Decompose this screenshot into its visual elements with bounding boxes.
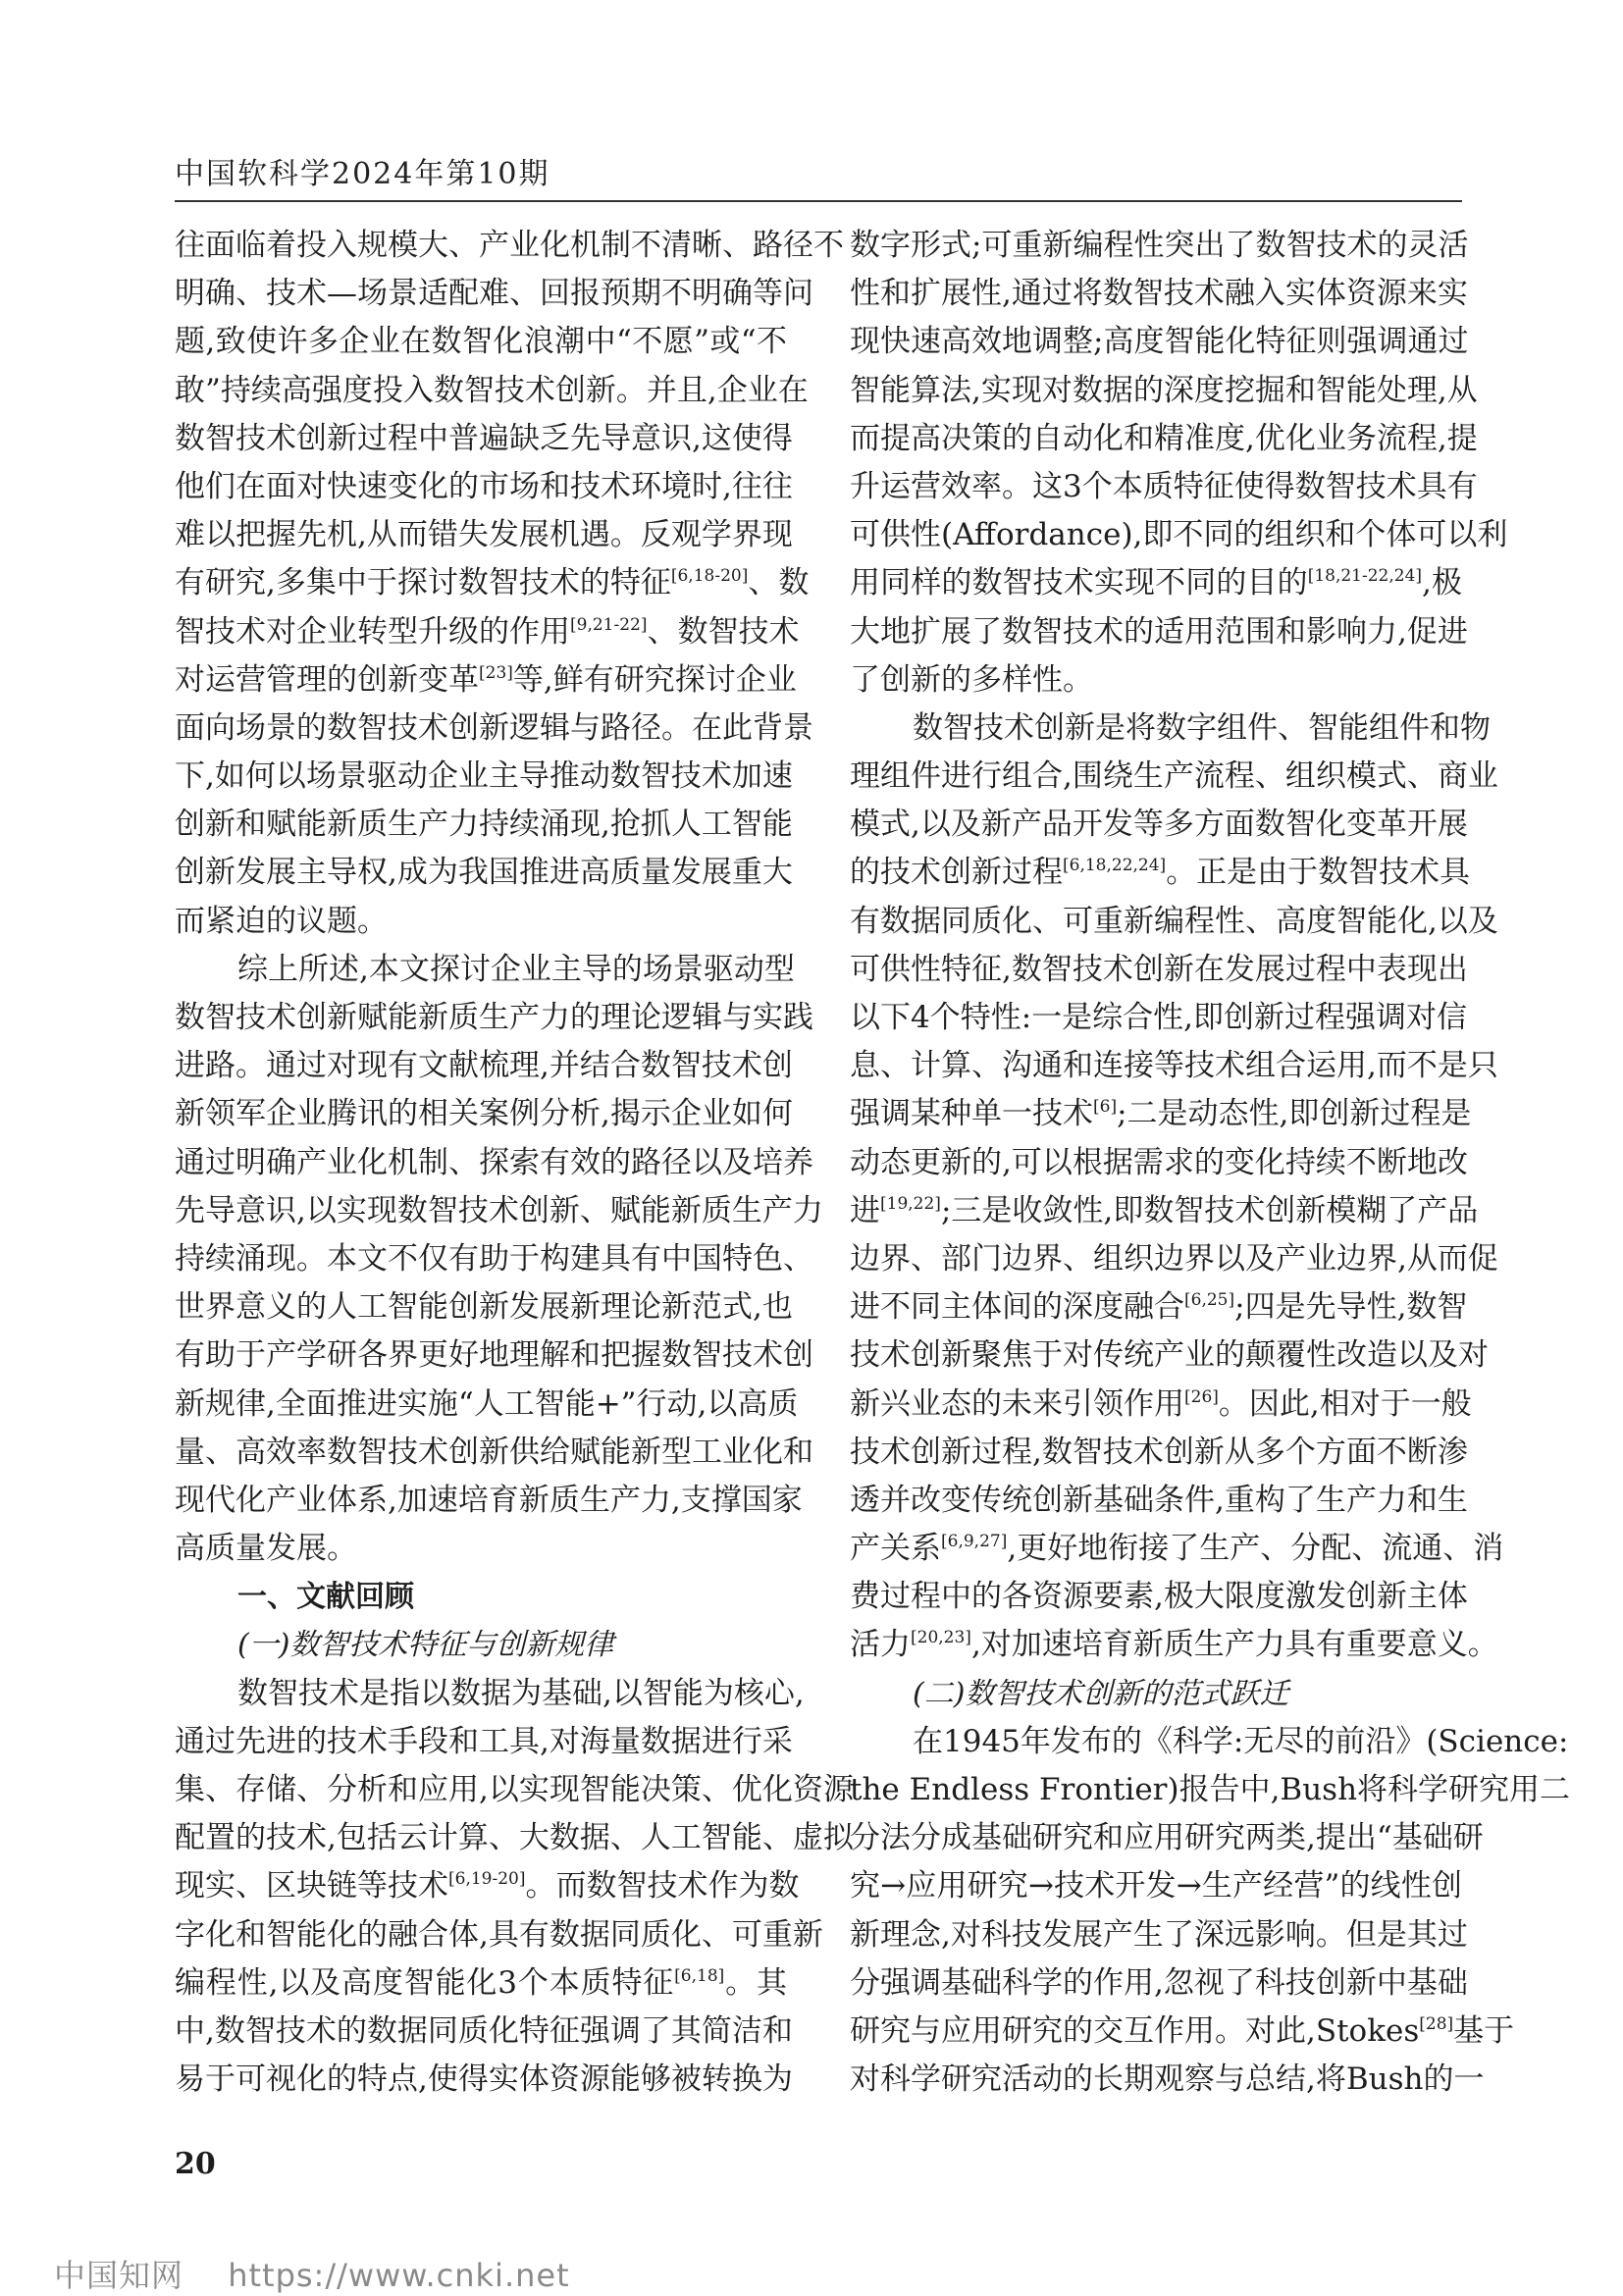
line-text: 而提高决策的自动化和精准度,优化业务流程,提 bbox=[850, 420, 1478, 456]
text-line bbox=[175, 1187, 823, 1235]
line-text: 的技术创新过程 bbox=[850, 855, 1063, 891]
citation-ref: [6,18,22,24] bbox=[1063, 856, 1167, 876]
line-text: 可供性特征,数智技术创新在发展过程中表现出 bbox=[850, 951, 1468, 987]
text-line bbox=[175, 1042, 793, 1090]
line-text: 究→应用研究→技术开发→生产经营”的线性创 bbox=[850, 1868, 1462, 1905]
line-text: 以下4个特性:一是综合性,即创新过程强调对信 bbox=[850, 1000, 1468, 1035]
citation-ref: [28] bbox=[1419, 2013, 1454, 2034]
text-line bbox=[850, 222, 1469, 270]
text-line bbox=[175, 898, 787, 946]
line-text: 创新发展主导权,成为我国推进高质量发展重大 bbox=[175, 855, 793, 891]
text-line bbox=[850, 318, 1469, 366]
citation-ref: [20,23] bbox=[911, 1628, 971, 1648]
text-line bbox=[850, 270, 1468, 318]
text-line bbox=[175, 1235, 813, 1283]
line-text-after: 、数智技术 bbox=[647, 613, 800, 650]
text-line bbox=[175, 656, 797, 704]
line-text: (二)数智技术创新的范式跃迁 bbox=[913, 1676, 1289, 1711]
watermark[interactable] bbox=[54, 2251, 570, 2296]
text-line bbox=[175, 704, 813, 753]
line-text: 持续涌现。本文不仅有助于构建具有中国特色、 bbox=[175, 1240, 813, 1277]
text-line bbox=[175, 1862, 800, 1910]
text-line bbox=[175, 1911, 823, 1959]
line-text: 数字形式;可重新编程性突出了数智技术的灵活 bbox=[850, 228, 1469, 263]
text-line bbox=[175, 1381, 799, 1429]
text-line bbox=[175, 1139, 813, 1187]
line-text: 通过明确产业化机制、探索有效的路径以及培养 bbox=[175, 1144, 813, 1180]
line-text: 现实、区块链等技术 bbox=[175, 1868, 448, 1905]
citation-ref: [18,21-22,24] bbox=[1307, 566, 1423, 587]
text-line bbox=[850, 1573, 1468, 1621]
line-text-after: 。正是由于数智技术具 bbox=[1166, 855, 1471, 891]
text-line bbox=[175, 270, 813, 318]
line-text: 模式,以及新产品开发等多方面数智化变革开展 bbox=[850, 807, 1468, 843]
line-text: 题,致使许多企业在数智化浪潮中“不愿”或“不 bbox=[175, 324, 787, 360]
running-header: 中国软科学2024年第10期 bbox=[175, 157, 550, 191]
line-text: 创新和赋能新质生产力持续涌现,抢抓人工智能 bbox=[175, 807, 793, 843]
line-text: 进不同主体间的深度融合 bbox=[850, 1289, 1184, 1326]
text-line bbox=[175, 1718, 793, 1766]
text-line bbox=[175, 463, 793, 511]
line-text: 而紧迫的议题。 bbox=[175, 903, 388, 939]
text-line bbox=[175, 849, 793, 897]
citation-ref: [6,25] bbox=[1184, 1290, 1235, 1311]
line-text: 有助于产学研各界更好地理解和把握数智技术创 bbox=[175, 1337, 813, 1374]
line-text: (一)数智技术特征与创新规律 bbox=[237, 1628, 614, 1663]
text-line bbox=[175, 559, 810, 607]
line-text: 分强调基础科学的作用,忽视了科技创新中基础 bbox=[850, 1964, 1468, 2001]
line-text: 先导意识,以实现数智技术创新、赋能新质生产力 bbox=[175, 1192, 823, 1228]
line-text-after: ;二是动态性,即创新过程是 bbox=[1117, 1096, 1472, 1132]
text-line bbox=[175, 367, 809, 415]
line-text: 研究与应用研究的交互作用。对此,Stokes bbox=[850, 2012, 1420, 2049]
line-text: 新规律,全面推进实施“人工智能+”行动,以高质 bbox=[175, 1385, 799, 1422]
line-text: 对科学研究活动的长期观察与总结,将Bush的一 bbox=[850, 2061, 1485, 2098]
text-line bbox=[850, 1429, 1468, 1477]
citation-ref: [6,19-20] bbox=[448, 1869, 526, 1890]
line-text: 集、存储、分析和应用,以实现智能决策、优化资源 bbox=[175, 1772, 854, 1807]
citation-ref: [6,9,27] bbox=[941, 1532, 1008, 1552]
section-heading bbox=[175, 1573, 787, 1621]
line-text: 智技术对企业转型升级的作用 bbox=[175, 613, 570, 650]
citation-ref: [6,18] bbox=[674, 1965, 725, 1986]
text-line bbox=[850, 753, 1498, 801]
subsection-heading bbox=[175, 1621, 787, 1669]
line-text-after: 、数 bbox=[748, 565, 810, 601]
left-column bbox=[175, 222, 854, 2104]
text-line bbox=[175, 1766, 854, 1814]
line-text-after: ;三是收敛性,即数智技术创新模糊了产品 bbox=[940, 1192, 1479, 1228]
text-line bbox=[850, 1814, 1484, 1862]
line-text: 产关系 bbox=[850, 1531, 941, 1567]
line-text-after: 等,鲜有研究探讨企业 bbox=[512, 661, 797, 698]
line-text-after: 。其 bbox=[724, 1964, 788, 2001]
citation-ref: [19,22] bbox=[880, 1193, 941, 1214]
line-text-after: 基于 bbox=[1453, 2012, 1515, 2049]
text-line bbox=[175, 2008, 793, 2056]
line-text: 分法分成基础研究和应用研究两类,提出“基础研 bbox=[850, 1820, 1484, 1856]
line-text: 技术创新过程,数智技术创新从多个方面不断渗 bbox=[850, 1434, 1468, 1470]
line-text: 息、计算、沟通和连接等技术组合运用,而不是只 bbox=[850, 1048, 1498, 1084]
line-text-after: ,对加速培育新质生产力具有重要意义。 bbox=[970, 1627, 1498, 1663]
line-text: 理组件进行组合,围绕生产流程、组织模式、商业 bbox=[850, 758, 1498, 795]
text-line bbox=[175, 2056, 793, 2104]
line-text: 数智技术是指以数据为基础,以智能为核心, bbox=[237, 1675, 805, 1711]
page-number: 20 bbox=[175, 2147, 216, 2181]
line-text: 大地扩展了数智技术的适用范围和影响力,促进 bbox=[850, 613, 1468, 650]
text-line bbox=[850, 1139, 1468, 1187]
text-line bbox=[850, 415, 1478, 463]
line-text: 量、高效率数智技术创新供给赋能新型工业化和 bbox=[175, 1434, 813, 1470]
line-text: 综上所述,本文探讨企业主导的场景驱动型 bbox=[237, 951, 795, 987]
header-rule bbox=[175, 200, 1462, 202]
text-line bbox=[175, 1670, 805, 1718]
text-line bbox=[175, 511, 793, 559]
text-line bbox=[175, 415, 793, 463]
line-text-after: 。而数智技术作为数 bbox=[525, 1868, 800, 1905]
line-text-after: ;四是先导性,数智 bbox=[1234, 1289, 1468, 1326]
line-text: 新领军企业腾讯的相关案例分析,揭示企业如何 bbox=[175, 1096, 793, 1132]
line-text: 难以把握先机,从而错失发展机遇。反观学界现 bbox=[175, 517, 793, 553]
text-line bbox=[850, 1525, 1504, 1573]
right-column bbox=[850, 222, 1571, 2104]
text-line bbox=[850, 704, 1491, 753]
watermark-url[interactable]: https://www.cnki.net bbox=[228, 2257, 570, 2294]
line-text: 费过程中的各资源要素,极大限度激发创新主体 bbox=[850, 1579, 1468, 1615]
text-line bbox=[175, 1814, 854, 1862]
line-text: 新兴业态的未来引领作用 bbox=[850, 1385, 1184, 1422]
line-text: 用同样的数智技术实现不同的目的 bbox=[850, 565, 1308, 601]
line-text-after: 。因此,相对于一般 bbox=[1218, 1385, 1472, 1422]
line-text: 数智技术创新过程中普遍缺乏先导意识,这使得 bbox=[175, 420, 793, 456]
text-line bbox=[175, 608, 800, 656]
text-line bbox=[175, 1331, 813, 1380]
text-line bbox=[850, 463, 1478, 511]
text-line bbox=[850, 1042, 1498, 1090]
line-text: 易于可视化的特点,使得实体资源能够被转换为 bbox=[175, 2061, 793, 2098]
text-line bbox=[850, 1090, 1472, 1138]
line-text: 边界、部门边界、组织边界以及产业边界,从而促 bbox=[850, 1240, 1498, 1277]
citation-ref: [9,21-22] bbox=[570, 614, 648, 635]
line-text: 新理念,对科技发展产生了深远影响。但是其过 bbox=[850, 1916, 1468, 1953]
text-line bbox=[175, 1429, 813, 1477]
text-line bbox=[850, 1911, 1468, 1959]
line-text: the Endless Frontier)报告中,Bush将科学研究用二 bbox=[850, 1772, 1571, 1807]
text-line bbox=[850, 1959, 1468, 2008]
text-line bbox=[175, 1090, 793, 1138]
watermark-brand: 中国知网 bbox=[54, 2257, 184, 2294]
line-text: 有研究,多集中于探讨数智技术的特征 bbox=[175, 565, 671, 601]
citation-ref: [6] bbox=[1093, 1097, 1118, 1118]
text-line bbox=[850, 946, 1468, 994]
line-text: 透并改变传统创新基础条件,重构了生产力和生 bbox=[850, 1482, 1468, 1518]
line-text: 升运营效率。这3个本质特征使得数智技术具有 bbox=[850, 468, 1478, 504]
citation-ref: [26] bbox=[1184, 1386, 1219, 1407]
text-line bbox=[850, 1283, 1468, 1331]
line-text: 下,如何以场景驱动企业主导推动数智技术加速 bbox=[175, 758, 793, 795]
line-text: 一、文献回顾 bbox=[237, 1580, 414, 1615]
text-line bbox=[850, 994, 1468, 1042]
line-text: 世界意义的人工智能创新发展新理论新范式,也 bbox=[175, 1289, 793, 1326]
text-line bbox=[850, 2056, 1485, 2104]
text-line bbox=[175, 946, 795, 994]
line-text: 字化和智能化的融合体,具有数据同质化、可重新 bbox=[175, 1916, 823, 1953]
line-text: 进路。通过对现有文献梳理,并结合数智技术创 bbox=[175, 1048, 793, 1084]
line-text: 进 bbox=[850, 1192, 880, 1228]
line-text-after: ,极 bbox=[1422, 565, 1462, 601]
text-line bbox=[850, 1766, 1571, 1814]
text-line bbox=[850, 1187, 1479, 1235]
citation-ref: [23] bbox=[479, 662, 513, 683]
line-text: 面向场景的数智技术创新逻辑与路径。在此背景 bbox=[175, 709, 813, 746]
text-line bbox=[850, 2008, 1515, 2056]
line-text: 中,数智技术的数据同质化特征强调了其简洁和 bbox=[175, 2012, 793, 2049]
text-line bbox=[175, 222, 844, 270]
line-text: 有数据同质化、可重新编程性、高度智能化,以及 bbox=[850, 903, 1498, 939]
text-line bbox=[175, 1525, 787, 1573]
line-text: 可供性(Affordance),即不同的组织和个体可以利 bbox=[850, 517, 1508, 553]
text-line bbox=[850, 898, 1498, 946]
text-line bbox=[175, 1283, 793, 1331]
line-text: 智能算法,实现对数据的深度挖掘和智能处理,从 bbox=[850, 372, 1478, 408]
text-line bbox=[850, 1235, 1498, 1283]
text-line bbox=[175, 1959, 787, 2008]
text-line bbox=[850, 849, 1471, 897]
text-line bbox=[850, 1477, 1468, 1525]
text-line bbox=[850, 559, 1462, 607]
line-text: 动态更新的,可以根据需求的变化持续不断地改 bbox=[850, 1144, 1468, 1180]
text-line bbox=[850, 1718, 1569, 1766]
line-text: 数智技术创新是将数字组件、智能组件和物 bbox=[913, 709, 1491, 746]
line-text: 现代化产业体系,加速培育新质生产力,支撑国家 bbox=[175, 1482, 803, 1518]
line-text: 往面临着投入规模大、产业化机制不清晰、路径不 bbox=[175, 228, 844, 263]
line-text: 敢”持续高强度投入数智技术创新。并且,企业在 bbox=[175, 372, 809, 408]
line-text: 在1945年发布的《科学:无尽的前沿》(Science: bbox=[913, 1723, 1569, 1759]
text-line bbox=[850, 1621, 1498, 1669]
line-text: 数智技术创新赋能新质生产力的理论逻辑与实践 bbox=[175, 1000, 813, 1035]
line-text: 了创新的多样性。 bbox=[850, 661, 1093, 698]
text-line bbox=[850, 1331, 1489, 1380]
text-line bbox=[850, 608, 1468, 656]
line-text: 活力 bbox=[850, 1627, 911, 1663]
text-line bbox=[175, 1477, 803, 1525]
text-line bbox=[175, 994, 813, 1042]
line-text: 性和扩展性,通过将数智技术融入实体资源来实 bbox=[850, 276, 1468, 312]
line-text: 明确、技术—场景适配难、回报预期不明确等问 bbox=[175, 276, 813, 312]
text-line bbox=[850, 367, 1478, 415]
text-line bbox=[850, 1862, 1462, 1910]
line-text: 现快速高效地调整;高度智能化特征则强调通过 bbox=[850, 324, 1469, 360]
text-line bbox=[175, 318, 787, 366]
text-line bbox=[175, 753, 793, 801]
line-text: 高质量发展。 bbox=[175, 1531, 357, 1567]
line-text: 技术创新聚焦于对传统产业的颠覆性改造以及对 bbox=[850, 1337, 1489, 1374]
line-text: 对运营管理的创新变革 bbox=[175, 661, 479, 698]
text-line bbox=[850, 511, 1508, 559]
line-text: 强调某种单一技术 bbox=[850, 1096, 1093, 1132]
line-text: 他们在面对快速变化的市场和技术环境时,往往 bbox=[175, 468, 793, 504]
citation-ref: [6,18-20] bbox=[670, 566, 749, 587]
text-line bbox=[850, 1381, 1472, 1429]
subsection-heading bbox=[850, 1670, 1462, 1718]
line-text-after: ,更好地衔接了生产、分配、流通、消 bbox=[1007, 1531, 1504, 1567]
text-line bbox=[850, 801, 1468, 849]
line-text: 配置的技术,包括云计算、大数据、人工智能、虚拟 bbox=[175, 1820, 854, 1856]
line-text: 通过先进的技术手段和工具,对海量数据进行采 bbox=[175, 1723, 793, 1759]
line-text: 编程性,以及高度智能化3个本质特征 bbox=[175, 1964, 675, 2001]
text-line bbox=[850, 656, 1462, 704]
text-line bbox=[175, 801, 793, 849]
